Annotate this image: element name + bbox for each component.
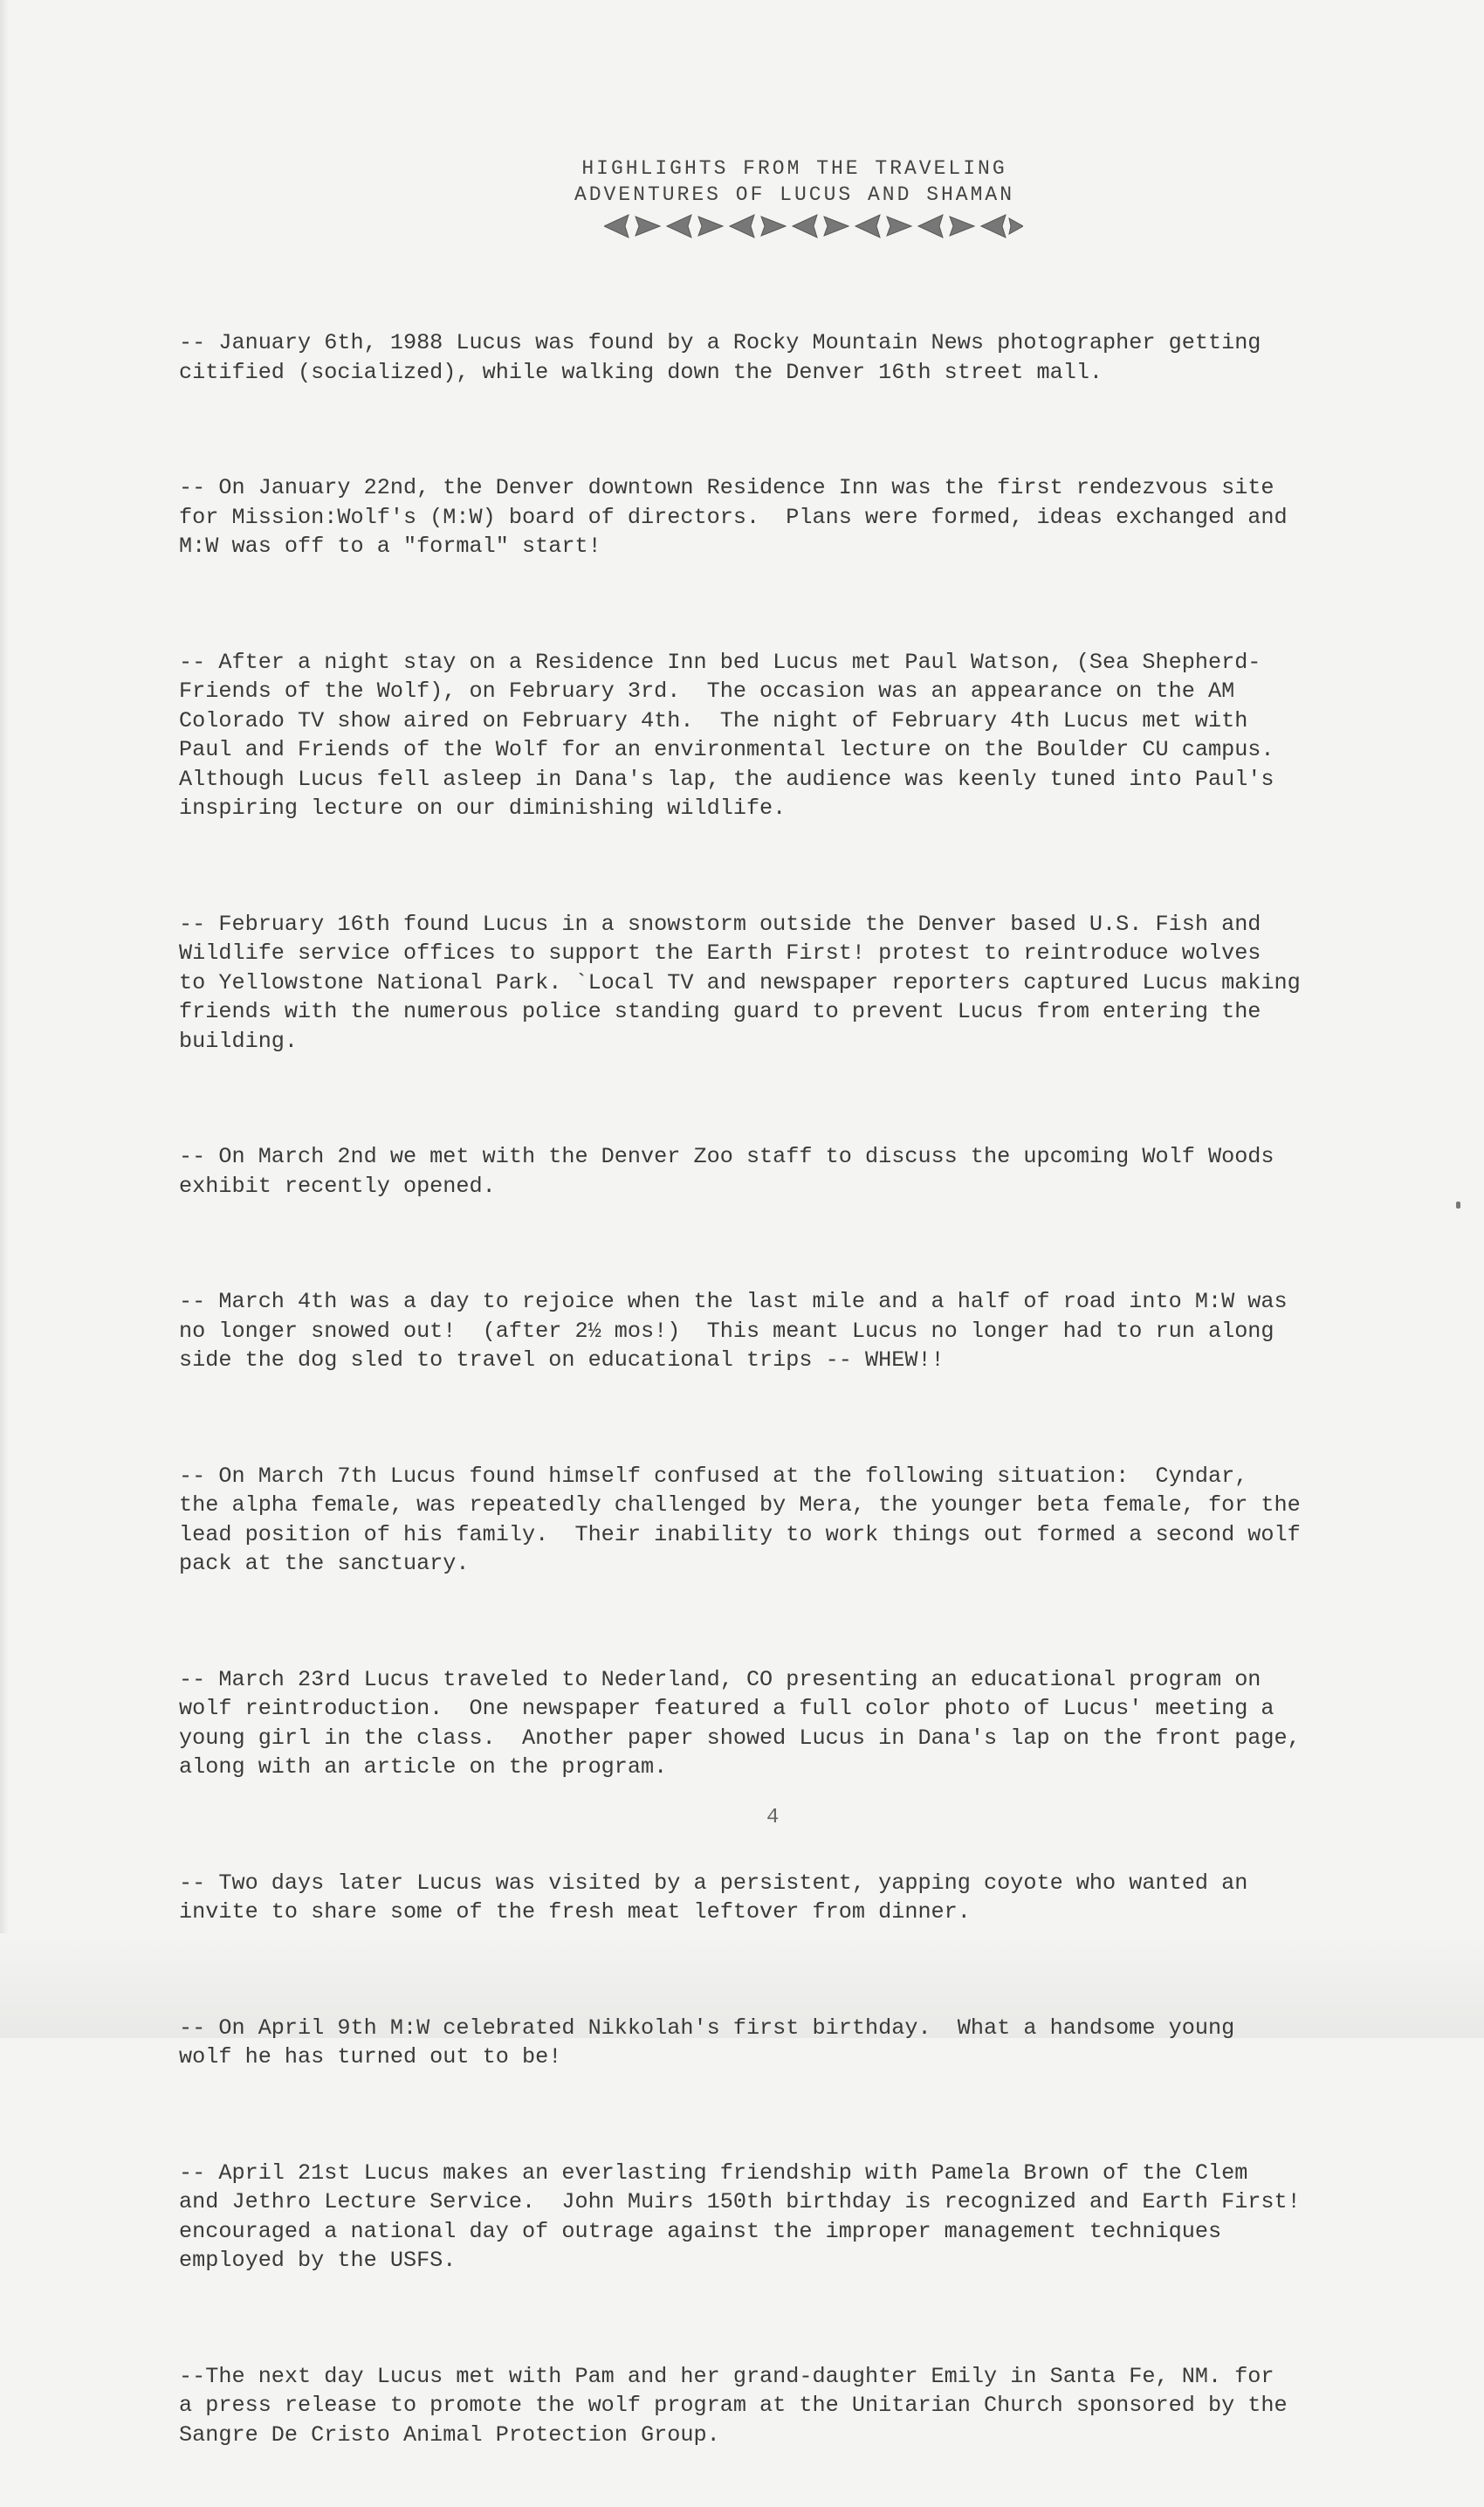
paragraph-feb-3 xyxy=(179,648,1419,823)
text-line: -- February 16th found Lucus in a snowstorm outside the Denver based U.S. Fish and xyxy=(179,911,1261,937)
text-line: and Jethro Lecture Service. John Muirs 150th birthday is recognized and Earth First! xyxy=(179,2189,1301,2214)
text-line: the alpha female, was repeatedly challenged by Mera, the younger beta female, for the xyxy=(179,1492,1301,1518)
text-line: employed by the USFS. xyxy=(179,2248,457,2273)
paragraph-apr-9 xyxy=(179,2014,1419,2072)
text-line: a press release to promote the wolf program at the Unitarian Church sponsored by the xyxy=(179,2393,1288,2418)
paragraph-jan-22 xyxy=(179,473,1419,561)
text-line: encouraged a national day of outrage against the improper management techniques xyxy=(179,2218,1222,2244)
title-line-1: HIGHLIGHTS FROM THE TRAVELING xyxy=(581,157,1007,180)
text-line: M:W was off to a "formal" start! xyxy=(179,534,601,559)
text-line: -- March 23rd Lucus traveled to Nederland, CO presenting an educational program on xyxy=(179,1666,1261,1692)
paragraph-coyote xyxy=(179,1869,1419,1927)
paragraph-feb-16 xyxy=(179,910,1419,1057)
page-number: 4 xyxy=(766,1806,780,1829)
paragraph-mar-2 xyxy=(179,1142,1419,1201)
text-line: -- January 6th, 1988 Lucus was found by a Rocky Mountain News photographer getting xyxy=(179,330,1261,355)
text-line: --The next day Lucus met with Pam and her grand-daughter Emily in Santa Fe, NM. for xyxy=(179,2363,1274,2389)
scan-speck xyxy=(1456,1202,1460,1209)
text-line: Sangre De Cristo Animal Protection Group. xyxy=(179,2421,720,2448)
text-line: -- On January 22nd, the Denver downtown Residence Inn was the first rendezvous site xyxy=(179,475,1274,500)
text-line: Paul and Friends of the Wolf for an environmental lecture on the Boulder CU campus. xyxy=(179,737,1274,762)
text-line: -- March 4th was a day to rejoice when the last mile and a half of road into M:W was xyxy=(179,1289,1288,1314)
paragraph-mar-23 xyxy=(179,1665,1419,1782)
page-edge-shadow xyxy=(0,0,9,2038)
text-line: -- On April 9th M:W celebrated Nikkolah's first birthday. What a handsome young xyxy=(179,2015,1235,2041)
text-line: wolf reintroduction. One newspaper featured a full color photo of Lucus' meeting a xyxy=(179,1696,1274,1721)
text-line: -- Two days later Lucus was visited by a persistent, yapping coyote who wanted an xyxy=(179,1870,1248,1896)
text-line: lead position of his family. Their inability to work things out formed a second wolf xyxy=(179,1521,1301,1547)
document-header xyxy=(0,155,1484,241)
text-line: along with an article on the program. xyxy=(179,1754,668,1780)
text-line: citified (socialized), while walking down the Denver 16th street mall. xyxy=(179,359,1103,385)
text-line: to Yellowstone National Park. `Local TV and newspaper reporters captured Lucus making xyxy=(179,969,1301,995)
paragraph-mar-7 xyxy=(179,1462,1419,1579)
paragraph-apr-21 xyxy=(179,2159,1419,2276)
text-line: -- On March 7th Lucus found himself confused at the following situation: Cyndar, xyxy=(179,1463,1248,1489)
text-line: no longer snowed out! (after 2½ mos!) This meant Lucus no longer had to run along xyxy=(179,1318,1274,1344)
text-line: Friends of the Wolf), on February 3rd. The occasion was an appearance on the AM xyxy=(179,678,1235,704)
paragraph-mar-4 xyxy=(179,1287,1419,1375)
text-line: -- On March 2nd we met with the Denver Zoo staff to discuss the upcoming Wolf Woods xyxy=(179,1144,1274,1169)
text-line: Wildlife service offices to support the Earth First! protest to reintroduce wolves xyxy=(179,940,1261,966)
arrowhead-border-icon xyxy=(604,211,1023,241)
text-line: building. xyxy=(179,1028,299,1054)
text-line: side the dog sled to travel on educational trips -- WHEW!! xyxy=(179,1347,945,1373)
text-line: pack at the sanctuary. xyxy=(179,1551,470,1576)
text-line: for Mission:Wolf's (M:W) board of directors. Plans were formed, ideas exchanged and xyxy=(179,504,1288,530)
text-line: -- After a night stay on a Residence Inn bed Lucus met Paul Watson, (Sea Shepherd- xyxy=(179,649,1261,675)
text-line: exhibit recently opened. xyxy=(179,1173,496,1199)
text-line: friends with the numerous police standing guard to prevent Lucus from entering the xyxy=(179,999,1261,1024)
paragraph-santa-fe xyxy=(179,2362,1419,2450)
title-line-2: ADVENTURES OF LUCUS AND SHAMAN xyxy=(574,183,1015,206)
text-line: young girl in the class. Another paper showed Lucus in Dana's lap on the front page, xyxy=(179,1725,1301,1751)
document-body xyxy=(179,270,1419,2507)
text-line: inspiring lecture on our diminishing wildlife. xyxy=(179,795,787,821)
text-line: wolf he has turned out to be! xyxy=(179,2044,562,2070)
text-line: Colorado TV show aired on February 4th. The night of February 4th Lucus met with xyxy=(179,707,1248,734)
text-line: invite to share some of the fresh meat leftover from dinner. xyxy=(179,1899,971,1925)
text-line: -- April 21st Lucus makes an everlasting friendship with Pamela Brown of the Clem xyxy=(179,2159,1248,2186)
text-line: Although Lucus fell asleep in Dana's lap, the audience was keenly tuned into Paul's xyxy=(179,766,1274,792)
paragraph-jan-6 xyxy=(179,328,1419,387)
